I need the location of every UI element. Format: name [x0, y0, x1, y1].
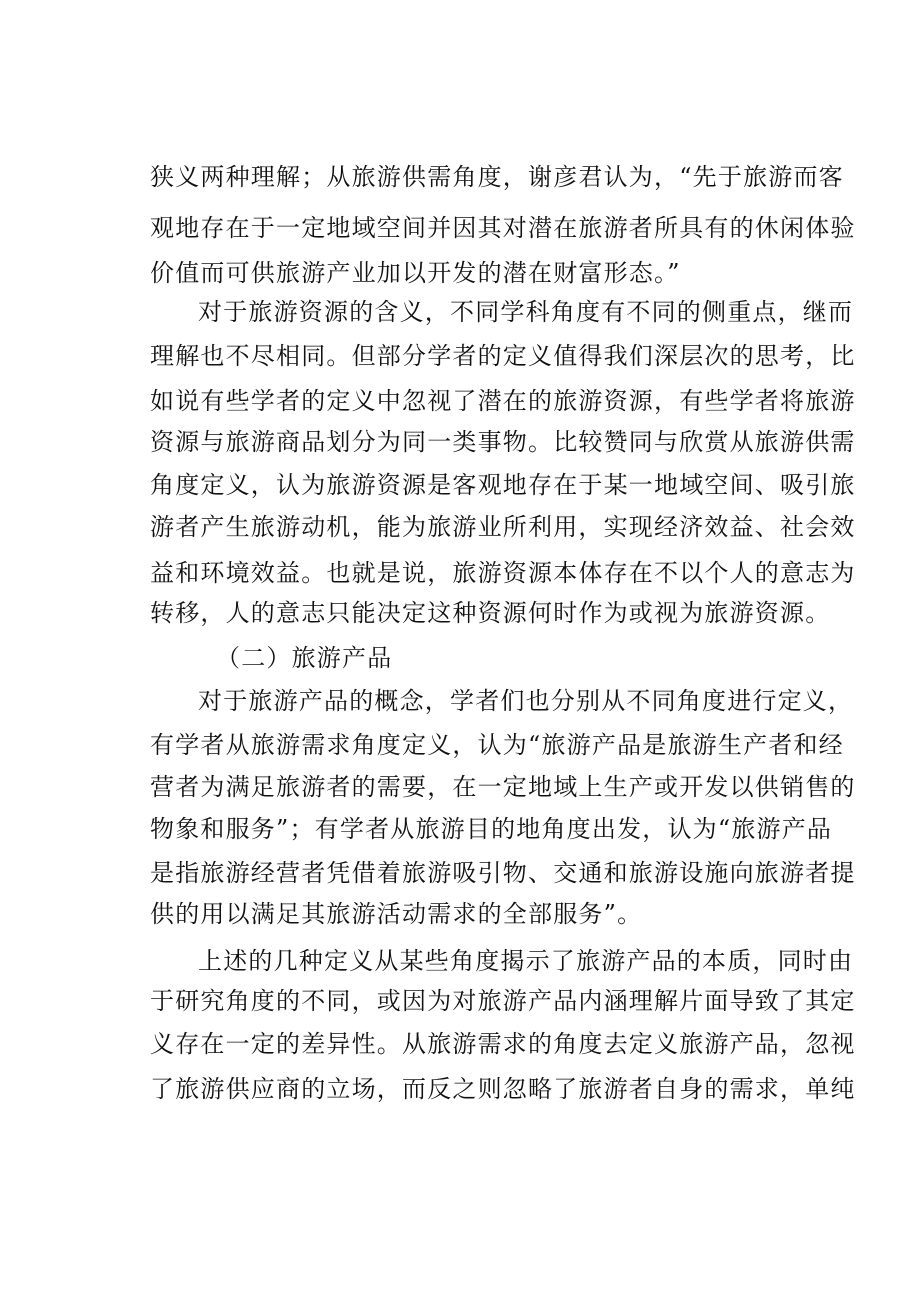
paragraph-start-line: 对于旅游资源的含义，不同学科角度有不同的侧重点，继而	[198, 298, 854, 326]
text-line: 营者为满足旅游者的需要，在一定地域上生产或开发以供销售的	[150, 773, 856, 801]
text-line: 观地存在于一定地域空间并因其对潜在旅游者所具有的休闲体验	[150, 214, 856, 242]
text-line: 于研究角度的不同，或因为对旅游产品内涵理解片面导致了其定	[150, 987, 856, 1015]
text-line: 价值而可供旅游产业加以开发的潜在财富形态。”	[150, 259, 681, 287]
section-heading: （二）旅游产品	[216, 644, 393, 672]
text-line: 益和环境效益。也就是说，旅游资源本体存在不以个人的意志为	[150, 559, 856, 587]
text-line: 是指旅游经营者凭借着旅游吸引物、交通和旅游设施向旅游者提	[150, 859, 856, 887]
text-line: 如说有些学者的定义中忽视了潜在的旅游资源，有些学者将旅游	[150, 387, 856, 415]
paragraph-start-line: 上述的几种定义从某些角度揭示了旅游产品的本质，同时由	[198, 947, 854, 975]
text-line: 物象和服务”；有学者从旅游目的地角度出发，认为“旅游产品	[150, 815, 833, 843]
text-line: 了旅游供应商的立场，而反之则忽略了旅游者自身的需求，单纯	[150, 1075, 856, 1103]
text-line: 角度定义，认为旅游资源是客观地存在于某一地域空间、吸引旅	[150, 471, 856, 499]
text-line: 理解也不尽相同。但部分学者的定义值得我们深层次的思考，比	[150, 342, 856, 370]
text-line: 游者产生旅游动机，能为旅游业所利用，实现经济效益、社会效	[150, 513, 856, 541]
text-line: 有学者从旅游需求角度定义，认为“旅游产品是旅游生产者和经	[150, 731, 844, 759]
text-line: 资源与旅游商品划分为同一类事物。比较赞同与欣赏从旅游供需	[150, 428, 856, 456]
text-line: 供的用以满足其旅游活动需求的全部服务”。	[150, 900, 643, 928]
text-line: 转移，人的意志只能决定这种资源何时作为或视为旅游资源。	[150, 599, 831, 627]
text-line: 狭义两种理解；从旅游供需角度，谢彦君认为，“先于旅游而客	[150, 163, 844, 191]
paragraph-start-line: 对于旅游产品的概念，学者们也分别从不同角度进行定义，	[198, 687, 854, 715]
text-line: 义存在一定的差异性。从旅游需求的角度去定义旅游产品，忽视	[150, 1030, 856, 1058]
